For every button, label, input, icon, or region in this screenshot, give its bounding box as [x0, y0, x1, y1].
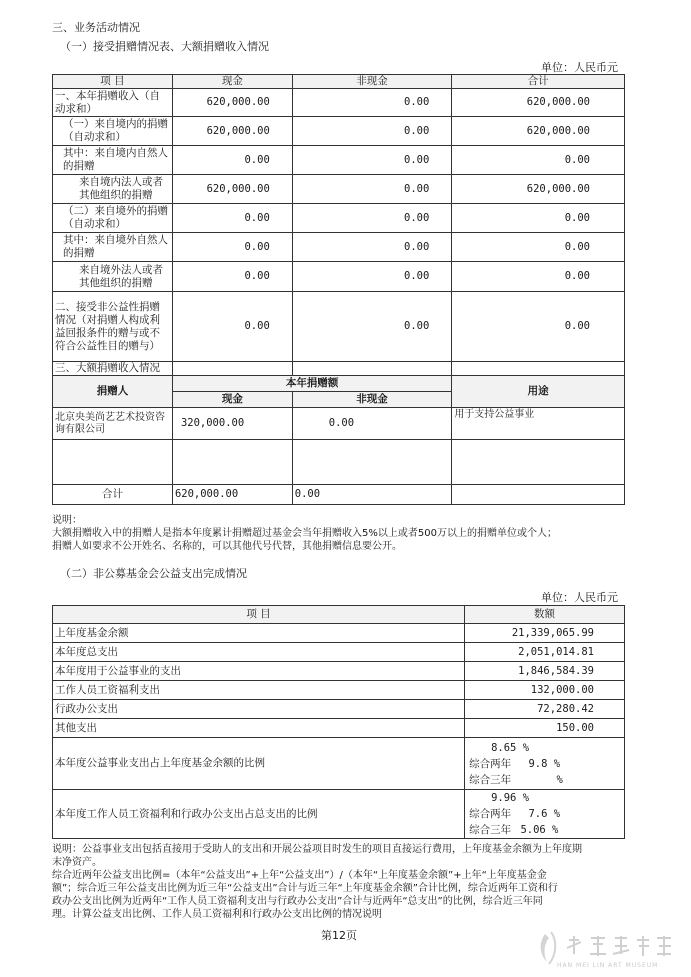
two-year-value: 7.6 % [528, 808, 561, 820]
two-year-value: 9.8 % [528, 757, 561, 770]
note-2-line: 额”；综合近三年公益支出比例为近三年“公益支出”合计与近三年“上年度基金余额”合计比例，综合近两年工资和行 [52, 883, 558, 894]
cash-cell: 620,000.00 [172, 117, 292, 146]
note-2-line: 政办公支出比例为近两年“工作人员工资福利支出与行政办公支出”合计与近两年“总支出”的比例，综合近三年同 [52, 896, 543, 907]
ratio-2-two [469, 806, 620, 822]
noncash-cell: 0.00 [292, 117, 452, 146]
col-header-item: 项 目 [53, 75, 173, 89]
col-header-cash: 现金 [172, 75, 292, 89]
donor-name: 北京央美尚艺艺术投资咨询有限公司 [53, 408, 173, 440]
row-label: 行政办公支出 [53, 700, 465, 719]
donor-use: 用于支持公益事业 [452, 408, 625, 440]
noncash-cell: 0.00 [292, 262, 452, 292]
table-row [53, 204, 625, 233]
cash-subheader: 现金 [172, 392, 292, 408]
blank-cell [452, 440, 625, 485]
section-heading: 三、业务活动情况 [52, 21, 140, 34]
donation-table [52, 74, 625, 505]
large-donation-title-row [53, 362, 625, 376]
ratio-1-two [469, 756, 620, 772]
cash-cell: 620,000.00 [172, 175, 292, 204]
table-row [53, 117, 625, 146]
cash-cell: 620,000.00 [172, 89, 292, 117]
amount-cell: 1,846,584.39 [465, 662, 625, 681]
page-number: 第12页 [321, 929, 357, 942]
table-row [53, 700, 625, 719]
three-year-label: 综合三年 [469, 773, 512, 786]
unit-label-2: 单位：人民币元 [541, 591, 618, 604]
col-header-total: 合计 [452, 75, 625, 89]
watermark-text: HAN MEI LIN ART MUSEUM [557, 962, 659, 969]
table-row [53, 719, 625, 738]
cash-cell: 0.00 [172, 262, 292, 292]
museum-watermark-logo [535, 928, 685, 972]
table-row [53, 681, 625, 700]
ratio-1-label: 本年度公益事业支出占上年度基金余额的比例 [53, 738, 465, 790]
total-cell: 0.00 [452, 146, 625, 175]
note-2-line: 综合近两年公益支出比例=（本年“公益支出”+上年“公益支出”）/（本年“上年度基金余额”+上年“上年度基金金 [52, 870, 547, 881]
table-row [53, 146, 625, 175]
row-label: 二、接受非公益性捐赠情况（对捐赠人构成利益回报条件的赠与或不符合公益性目的赠与） [53, 292, 173, 362]
cash-cell: 0.00 [172, 204, 292, 233]
table-row [53, 175, 625, 204]
table-row [53, 233, 625, 262]
noncash-cell: 0.00 [292, 233, 452, 262]
noncash-subheader: 非现金 [292, 392, 452, 408]
blank-cell [452, 485, 625, 505]
blank-cell [292, 362, 452, 376]
donor-header: 捐赠人 [53, 376, 173, 408]
row-label: 工作人员工资福利支出 [53, 681, 465, 700]
note-1-line: 大额捐赠收入中的捐赠人是指本年度累计捐赠超过基金会当年捐赠收入5%以上或者500万以上的捐赠单位或个人； [52, 528, 557, 539]
donor-noncash: 0.00 [292, 408, 452, 440]
ratio-2-three [469, 822, 620, 838]
total-cell: 620,000.00 [452, 89, 625, 117]
total-row [53, 485, 625, 505]
row-label: 一、本年捐赠收入（自动求和） [53, 89, 173, 117]
total-label: 合计 [53, 485, 173, 505]
ratio-row [53, 790, 625, 839]
table-row [53, 292, 625, 362]
cash-cell: 0.00 [172, 233, 292, 262]
col-header-item: 项 目 [53, 606, 465, 624]
blank-cell [292, 440, 452, 485]
ratio-2-cell [465, 790, 625, 839]
note-1-title: 说明： [52, 515, 82, 526]
cash-cell: 0.00 [172, 146, 292, 175]
table-row [53, 624, 625, 643]
noncash-cell: 0.00 [292, 292, 452, 362]
total-cell: 0.00 [452, 204, 625, 233]
two-year-label: 综合两年 [469, 808, 512, 820]
unit-label-1: 单位：人民币元 [541, 61, 618, 74]
amount-cell: 150.00 [465, 719, 625, 738]
total-noncash: 0.00 [292, 485, 452, 505]
expenditure-table [52, 605, 625, 839]
use-header: 用途 [452, 376, 625, 408]
table-row [53, 89, 625, 117]
ratio-2-value: 9.96 % [491, 792, 530, 804]
amount-cell: 2,051,014.81 [465, 643, 625, 662]
three-year-label: 综合三年 [469, 824, 512, 836]
row-label: 其他支出 [53, 719, 465, 738]
blank-cell [452, 362, 625, 376]
three-year-value: 5.06 % [520, 824, 559, 836]
table-row [53, 643, 625, 662]
row-label: 本年度用于公益事业的支出 [53, 662, 465, 681]
note-2-line: 理。计算公益支出比例、工作人员工资福利和行政办公支出比例的情况说明 [52, 909, 382, 920]
total-cell: 620,000.00 [452, 175, 625, 204]
row-label: （一）来自境内的捐赠（自动求和） [53, 117, 173, 146]
amount-cell: 72,280.42 [465, 700, 625, 719]
ratio-1-value: 8.65 % [491, 741, 530, 754]
note-1-line: 捐赠人如要求不公开姓名、名称的，可以其他代号代替，其他捐赠信息要公开。 [52, 541, 402, 552]
col-header-amount: 数额 [465, 606, 625, 624]
amount-cell: 21,339,065.99 [465, 624, 625, 643]
total-cell: 0.00 [452, 262, 625, 292]
two-year-label: 综合两年 [469, 757, 512, 770]
total-cash: 620,000.00 [172, 485, 292, 505]
amount-cell: 132,000.00 [465, 681, 625, 700]
ratio-1-cell [465, 738, 625, 790]
ratio-2-label: 本年度工作人员工资福利和行政办公支出占总支出的比例 [53, 790, 465, 839]
ratio-row [53, 738, 625, 790]
row-label: 本年度总支出 [53, 643, 465, 662]
ratio-1-three [469, 772, 620, 788]
donor-row [53, 408, 625, 440]
three-year-value: % [556, 773, 563, 786]
noncash-cell: 0.00 [292, 204, 452, 233]
empty-row [53, 440, 625, 485]
blank-cell [53, 440, 173, 485]
total-cell: 0.00 [452, 233, 625, 262]
col-header-noncash: 非现金 [292, 75, 452, 89]
note-2-line: 说明：公益事业支出包括直接用于受助人的支出和开展公益项目时发生的项目直接运行费用，上年度基金余额为上年度期 [52, 844, 582, 855]
noncash-cell: 0.00 [292, 175, 452, 204]
donor-cash: 320,000.00 [172, 408, 292, 440]
donation-table-header [53, 75, 625, 89]
large-donation-header-row [53, 376, 625, 392]
expenditure-table-header [53, 606, 625, 624]
table-row [53, 262, 625, 292]
blank-cell [172, 440, 292, 485]
row-label: 其中：来自境内自然人的捐赠 [53, 146, 173, 175]
total-cell: 0.00 [452, 292, 625, 362]
row-label: （二）来自境外的捐赠（自动求和） [53, 204, 173, 233]
noncash-cell: 0.00 [292, 89, 452, 117]
subsection-1-title: （一）接受捐赠情况表、大额捐赠收入情况 [60, 40, 269, 53]
row-label: 其中：来自境外自然人的捐赠 [53, 233, 173, 262]
row-label: 来自境内法人或者其他组织的捐赠 [53, 175, 173, 204]
total-cell: 620,000.00 [452, 117, 625, 146]
noncash-cell: 0.00 [292, 146, 452, 175]
row-label: 来自境外法人或者其他组织的捐赠 [53, 262, 173, 292]
cash-cell: 0.00 [172, 292, 292, 362]
large-donation-title: 三、大额捐赠收入情况 [53, 362, 173, 376]
table-row [53, 662, 625, 681]
row-label: 上年度基金余额 [53, 624, 465, 643]
subsection-2-title: （二）非公募基金会公益支出完成情况 [60, 567, 247, 580]
note-2-line: 末净资产。 [52, 857, 102, 868]
blank-cell [172, 362, 292, 376]
year-amount-header: 本年捐赠额 [172, 376, 451, 392]
